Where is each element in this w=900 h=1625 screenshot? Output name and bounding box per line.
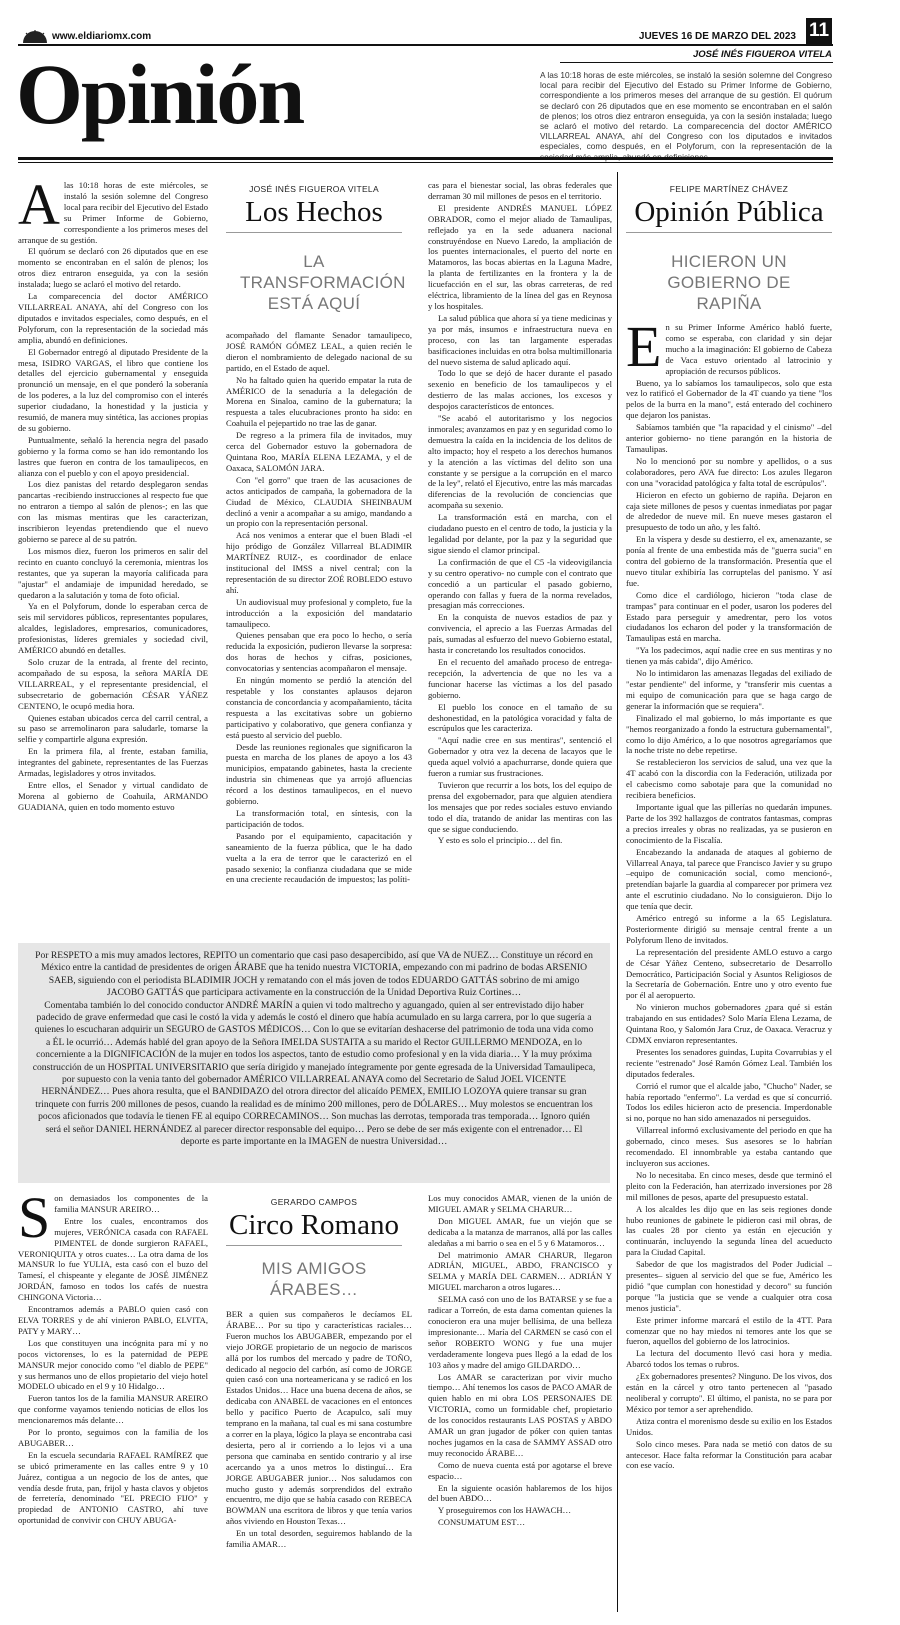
paragraph: Solo cruzar de la entrada, al frente del recinto, acompañado de su esposa, la señora MARÍA DE VILLARREAL, y el representante presidencial, el subsecretario de gobernación CÉSAR YÁÑEZ CENTENO, le ocupó media hora. bbox=[18, 656, 208, 711]
paragraph: Corrió el rumor que el alcalde jabo, "Chucho" Nader, se había reportado "enfermo". La verdad es que sí concurrió. Todos los ediles hicieron acto de presencia. Imperdonable si no, porque no han sido amenazados ni perseguidos. bbox=[626, 1080, 832, 1124]
paragraph: Acá nos venimos a enterar que el buen Bladi -el hijo pródigo de González Villarreal BLADIMIR MARTÍNEZ RUIZ-, es coordinador de enlace institucional del IMSS a nivel central; con la representación de su director ZOÉ ROBLEDO estuvo ahí. bbox=[226, 530, 412, 595]
paragraph: En ningún momento se perdió la atención del respetable y los constantes aplausos dejaron constancia de concordancia y acompañamiento, tácita respuesta a las excitativas sobre un gobierno participativo y colaborativo, que genera confianza y está puesto al servicio del pueblo. bbox=[226, 675, 412, 740]
circo-romano-section bbox=[18, 1193, 610, 1613]
paragraph: Como de nueva cuenta está por agotarse el breve espacio… bbox=[428, 1459, 612, 1481]
paragraph: Puntualmente, señaló la herencia negra del pasado gobierno y la forma como se han ido remontando los lastres que fueron en contra de los tamaulipecos, en alianza con el pueblo y con el apoyo presidencial. bbox=[18, 434, 208, 478]
paragraph: Fueron tantos los de la familia MANSUR AREIRO que conforme vayamos teniendo noticias de ellos los mencionaremos más delante… bbox=[18, 1393, 208, 1426]
website-url[interactable]: www.eldiariomx.com bbox=[52, 31, 152, 42]
paragraph: El Gobernador entregó al diputado Presidente de la mesa, ISIDRO VARGAS, el libro que contiene los detalles del ejercicio gubernamental y enseguida pronunció un mensaje, en el que ponderó la soberanía de los poderes, a la luz del compromiso con el interés superior ciudadano, la honestidad y la justicia y resumió, de manera muy sintética, las acciones propias de su gobierno. bbox=[18, 346, 208, 433]
paragraph: Todo lo que se dejó de hacer durante el pasado sexenio en beneficio de los tamaulipecos y el destierro de las malas acciones, los excesos y despojos característicos de entonces. bbox=[428, 368, 612, 412]
paragraph: No lo mencionó por su nombre y apellidos, o a sus colaboradores, pero AVA fue directo: Los azules llegaron con una "voracidad patológica y falta total de escrúpulos". bbox=[626, 455, 832, 488]
paragraph: La transformación está en marcha, con el ciudadano puesto en el centro de todo, la justicia y la legalidad por delante, por la paz y la seguridad que sigue siendo el clamor principal. bbox=[428, 512, 612, 555]
paragraph: acompañado del flamante Senador tamaulipeco, JOSÉ RAMÓN GÓMEZ LEAL, a quien recién le dieron el nombramiento de delegado nacional de su partido, en el Estado de aquel. bbox=[226, 330, 412, 373]
header-bottom-rule-thin bbox=[18, 162, 833, 163]
paragraph: Villarreal informó exclusivamente del periodo en que ha gobernado, cinco meses. Sus asesores se lo habrían recomendado. El innombrable ya estaba cantando que incluyeron sus acciones. bbox=[626, 1125, 832, 1168]
opinion-publica-column-name: Opinión Pública bbox=[634, 196, 824, 228]
paragraph: BER a quien sus compañeros le decíamos EL ÁRABE… Por su tipo y características raciales… Fueron muchos los ABUGABER, empezando por el viejo JORGE propietario de un negocio de mariscos allá por los rumbos del mercado y padre de TOÑO, dedicado al negocio del carbón, así como de JORGE quien casó con una norteamericana y se radicó en los Estados Unidos… Hace una buena decena de años, se dedicaba con ANABEL de vacaciones en el entonces bello y pacífico Puerto de Acapulco, salí muy temprano en la mañana, tal cual es mi sana costumbre a correr en la playa, lógico la playa se encontraba casi desierta, pero al ir corriendo a lo lejos vi a una persona que caminaba en sentido contrario y al irse acercando ya a unos metros lo distinguí… Era JORGE ABUGABER junior… Nos saludamos con mucho gusto y además sorprendidos del extraño encuentro, me dijo que se había casado con REBECA BOWMAN una escritora de libros y que tenía varios años viviendo en Houston Texas… bbox=[226, 1309, 412, 1527]
paragraph: ¿Ex gobernadores presentes? Ninguno. De los vivos, dos están en la cárcel y otro tanto pertenecen al "pasado neoliberal y corrupto". El último, el panista, no se para por México por temor a ser aprehendido. bbox=[626, 1371, 832, 1414]
paragraph: Solo cinco meses. Para nada se metió con datos de su antecesor. Hace falta reformar la Constitución para acabar con ese vacío. bbox=[626, 1438, 832, 1471]
paragraph: Se restablecieron los servicios de salud, una vez que la 4T acabó con la discordia con la Federación, utilizada por el cabecismo como sabotaje para que la comunidad no recibiera beneficios. bbox=[626, 757, 832, 801]
author-tag-rule bbox=[560, 62, 833, 63]
circo-romano-dropcap: S bbox=[18, 1193, 51, 1250]
paragraph: "Aquí nadie cree en sus mentiras", sentenció el Gobernador y otra vez la decena de lacayos que le queda aquel volvió a apachurrarse, donde quiera que fueron a rumiar sus frustraciones. bbox=[428, 735, 612, 779]
paragraph: Este primer informe marcará el estilo de la 4TT. Para comenzar que no hay miedos ni temores ante los que se fueron, aquellos del gobierno de los latrocinios. bbox=[626, 1314, 832, 1347]
los-hechos-author: JOSÉ INÉS FIGUEROA VITELA bbox=[249, 184, 379, 194]
paragraph: Y proseguiremos con los HAWACH… bbox=[438, 1505, 572, 1516]
paragraph: Bueno, ya lo sabíamos los tamaulipecos, solo que esta vez lo ratificó el Gobernador de la 4T cuando ya tiene "los pelos de la burra en la mano", está enterado del cochinero que dejaron los panistas. bbox=[626, 377, 832, 421]
paragraph: Los muy conocidos AMAR, vienen de la unión de MIGUEL AMAR y SELMA CHARUR… bbox=[428, 1193, 612, 1214]
paragraph: Desde las reuniones regionales que significaron la puesta en marcha de los planes de apoyo a los 43 municipios, empatando gabinetes, hasta la creciente industria sin chimeneas que ya arrojó afluencias récord a los destinos tamaulipecos, en el nuevo gobierno. bbox=[226, 741, 412, 807]
paragraph: De regreso a la primera fila de invitados, muy cerca del Gobernador estuvo la gobernadora de Quintana Roo, MARÍA ELENA LEZAMA, y el de Oaxaca, SALOMÓN JARA. bbox=[226, 430, 412, 473]
circo-romano-col2 bbox=[226, 1309, 412, 1613]
paragraph: Ya en el Polyforum, donde lo esperaban cerca de seis mil servidores públicos, representantes populares, alcaldes, legisladores, empresarios, comunicadores, profesionistas, líderes gremiales y sociedad civil, AMÉRICO abundó en detalles. bbox=[18, 601, 208, 656]
paragraph: En un total desorden, seguiremos hablando de la familia AMAR… bbox=[226, 1528, 412, 1550]
paragraph: La lectura del documento llevó casi hora y media. Abarcó todos los temas o rubros. bbox=[626, 1348, 832, 1370]
issue-date: JUEVES 16 DE MARZO DEL 2023 bbox=[638, 31, 796, 42]
paragraph: El presidente ANDRÉS MANUEL LÓPEZ OBRADOR, como el mejor aliado de Tamaulipas, reflejado ya en la sede aduanera nacional construyéndose en Nuevo Laredo, la ampliación de los puentes internacionales, el puerto del norte en Matamoros, las bocas abiertas en la Laguna Madre, la planta de fertilizantes en la frontera y la de licuefacción en el sur, las obras carreteras, de red eléctrica, libramiento de la línea del gas en Reynosa y los hospitales. bbox=[428, 202, 612, 311]
paragraph: No lo necesitaba. En cinco meses, desde que terminó el pleito con la Federación, han aterrizado inversiones por 28 mil millones de pesos, aparte del presupuesto estatal. bbox=[626, 1169, 832, 1202]
paragraph: Atiza contra el morenismo desde su exilio en los Estados Unidos. bbox=[626, 1415, 832, 1437]
paragraph: La representación del presidente AMLO estuvo a cargo de César Yáñez Centeno, subsecretario de Desarrollo Democrático, Participación Social y Asuntos Religiosos de la Secretaría de Gobernación. Entre uno y otro evento fue por él al aeropuerto. bbox=[626, 946, 832, 1001]
paragraph: Hicieron en efecto un gobierno de rapiña. Dejaron en caja siete millones de pesos y cuentas inmediatas por pagar de alrededor de nueve mil. En nueve meses gastaron el presupuesto de todo un año, y les faltó. bbox=[626, 489, 832, 533]
paragraph: El quórum se declaró con 26 diputados que en ese momento se encontraban en el salón de plenos; los otros diez entraron enseguida, ya con la sesión instalada; luego se aclaró el motivo del retardo. bbox=[18, 246, 208, 290]
paragraph: Como dice el cardiólogo, hicieron "toda clase de trampas" para continuar en el poder, usaron los poderes del Estado para perseguir y amedrentar, pero los votos ciudadanos los echaron del poder y la transformación de Tamaulipas está en marcha. bbox=[626, 589, 832, 644]
paragraph: La confirmación de que el C5 -la videovigilancia y su centro operativo- no cumple con el contrato que concedió a un particular el pasado gobierno, operando con fallas y fuera de la norma revelados, presagian más correcciones. bbox=[428, 556, 612, 611]
los-hechos-col3 bbox=[428, 180, 612, 940]
paragraph: Con "el gorro" que traen de las acusaciones de actos anticipados de campaña, la gobernadora de la Ciudad de México, CLAUDIA SHEINBAUM declinó a venir a acompañar a su amigo, mandando a un propio con la representación personal. bbox=[226, 474, 412, 529]
opinion-publica-lead-paragraph bbox=[626, 322, 832, 377]
paragraph: Entre ellos, el Senador y virtual candidato de Morena al gobierno de Coahuila, ARMANDO GUADIANA, quien en todo momento estuvo bbox=[18, 779, 208, 812]
notice-box bbox=[18, 943, 610, 1183]
paragraph: A los alcaldes les dijo que en las seis regiones donde hubo reuniones de gabinete le pidieron casi mil obras, de las cuales 28 por ciento ya están en ejecución y continuarán, incluyendo la segunda línea del acueducto para la Ciudad Capital. bbox=[626, 1203, 832, 1258]
paragraph: "Se acabó el autoritarismo y los negocios inmorales; avanzamos en paz y en seguridad como lo demuestra la caída en la incidencia de los delitos de alto impacto; hoy el respeto a los derechos humanos y la atención a las víctimas del delito son una constante y se persigue a la corrupción en el marco de la ley", relató el Ejecutivo, entre las más marcadas diferencias de la revolución de conciencias que acompaña su sexenio. bbox=[428, 413, 612, 511]
section-title: Opinión bbox=[16, 46, 304, 142]
los-hechos-lead-paragraph bbox=[18, 180, 208, 245]
notice-paragraph: Por RESPETO a mis muy amados lectores, REPITO un comentario que casi paso desapercibido, así que VA de NUEZ… Constituye un récord en México entre la cantidad de presidentes de origen ÁRABE que ha tenido nuestra VICTORIA, empezando con mi padrino de bodas ARSENIO SAEB, siguiendo con el periodista BLADIMIR JOCH y rematando con el más joven de todos EDUARDO GATTÁS sobrino de mi amigo JACOBO GATTÁS que participara activamente en la construcción de la Unidad Deportiva Ruiz Cortines… bbox=[35, 950, 593, 999]
paragraph: Quienes pensaban que era poco lo hecho, o sería reducida la exposición, pudieron llevarse la sorpresa: dos horas de hechos y cifras, posiciones, convocatorias y sentencias acompañaron el mensaje. bbox=[226, 630, 412, 674]
divider bbox=[626, 232, 832, 233]
paragraph: Pasando por el equipamiento, capacitación y saneamiento de la fuerza pública, que le ha dado vuelta a la era de terror que le caracterizó en el pasado sexenio; la confianza ciudadana que se mide en una creciente recaudación de impuestos; las políti- bbox=[226, 830, 412, 885]
circo-romano-col3 bbox=[428, 1193, 612, 1613]
paragraph: En la víspera y desde su destierro, el ex, amenazante, se ponía al frente de una embestida más de "guerra sucia" en contra del gobierno de la transformación. Presentía que el nuevo titular exhibiría las corruptelas del panismo. Y así fue. bbox=[626, 534, 832, 588]
paragraph: No vinieron muchos gobernadores ¿para qué si están trabajando en sus entidades? Solo María Elena Lezama, de Quintana Roo, y Salomón Jara Cruz, de Oaxaca. Veracruz y CDMX enviaron representantes. bbox=[626, 1002, 832, 1045]
paragraph: Encabezando la andanada de ataques al gobierno de Villarreal Anaya, tal parece que Francisco Javier y su grupo –equipo de comunicación social, como mencionó-, pretendían bajarle la guardia al comparecer por primera vez ante el escrutinio ciudadano. No lo consiguieron. Dijo lo que tenía que decir. bbox=[626, 846, 832, 912]
paragraph: En la conquista de nuevos estadios de paz y convivencia, el aprecio a las Fuerzas Armadas del país, sumadas al esfuerzo del nuevo Gobierno estatal, hasta ir concretando los resultados conocidos. bbox=[428, 612, 612, 656]
los-hechos-header bbox=[226, 184, 406, 314]
notice-paragraph: Comentaba también lo del conocido conductor ANDRÉ MARÍN a quien vi todo maltrecho y aguangado, quien al ser entrevistado dijo haber padecido de grave enfermedad que casi le costó la vida y además le costó el dinero que había acumulado en su larga carrera, por lo que sugería a quienes lo escucharan adquirir un SEGURO de GASTOS MÉDICOS… Con lo que se evitarían deshacerse del patrimonio de toda una vida como a ÉL le ocurrió… Además hablé del gran apoyo de la Señora IMELDA SUSTAITA a su marido el Rector GUILLERMO MENDOZA, en lo concerniente a la DIGNIFICACIÓN de la mujer en todos los aspectos, tanto de estudio como profesional y en la vida diaria… Y la muy próxima construcción de un HOSPITAL UNIVERSITARIO que sería dirigido y manejado íntegramente por gente egresada de la Universidad Tamaulipeca, por supuesto con la venia tanto del gobernador AMÉRICO VILLARREAL ANAYA como del Secretario de Salud JOEL VICENTE HERNÁNDEZ… Pues ahora resulta, que el BANDIDAZO del otrora director del alicaído PEMEX, EMILIO LOZOYA quiere transar su gran trinquete con furris 200 millones de pesos, cuando la realidad es de mínimo 200 millones, pero de DÓLARES… Muy molestos se encuentran los pocos aficionados que todavía le tienen FE al equipo CORRECAMINOS… Son muchas las derrotas, temporada tras temporada… Ignoro quién será el señor DANIEL HERNÁNDEZ al parecer director responsable del equipo… Pero se debe de ser más exigente con el entrenador… El deporte es parte importante en la IMAGEN de nuestra Universidad… bbox=[32, 999, 596, 1148]
paragraph: Encontramos además a PABLO quien casó con ELVA TORRES y de ahí vinieron PABLO, ELVITA, PATY y MARY… bbox=[18, 1304, 208, 1336]
paragraph: cas para el bienestar social, las obras federales que derraman 30 mil millones de pesos en el territorio. bbox=[428, 180, 612, 201]
los-hechos-column-name: Los Hechos bbox=[245, 196, 383, 228]
circo-romano-header bbox=[226, 1197, 402, 1300]
circo-romano-subtitle: MIS AMIGOS ÁRABES… bbox=[261, 1259, 367, 1299]
paragraph: Por lo pronto, seguimos con la familia de los ABUGABER… bbox=[18, 1427, 208, 1448]
sun-icon bbox=[22, 30, 48, 44]
page-number: 11 bbox=[806, 18, 832, 44]
paragraph: Un audiovisual muy profesional y completo, fue la introducción a la exposición del mandatario tamaulipeco. bbox=[226, 596, 412, 629]
header-bottom-rule bbox=[18, 157, 833, 160]
los-hechos-dropcap: A bbox=[18, 180, 60, 237]
author-tag: JOSÉ INÉS FIGUEROA VITELA bbox=[692, 49, 832, 60]
paragraph: El pueblo los conoce en el tamaño de su deshonestidad, en la patológica voracidad y falta de escrúpulos que les caracteriza. bbox=[428, 701, 612, 734]
paragraph: La salud pública que ahora sí ya tiene medicinas y ya por más, insumos e infraestructura nueva en proceso, con las tan largamente esperadas basificaciones incluidas en otra bolsa multimillonaria del nuevo sistema de salud aplicado aquí. bbox=[428, 312, 612, 367]
opinion-publica-subtitle: HICIERON UN GOBIERNO DE RAPIÑA bbox=[667, 252, 791, 313]
circo-romano-col1 bbox=[18, 1193, 208, 1613]
paragraph: En la primera fila, al frente, estaban familia, integrantes del gabinete, representantes de las Fuerzas Armadas, legisladores y otros invitados. bbox=[18, 746, 208, 779]
los-hechos-col1 bbox=[18, 180, 208, 940]
divider bbox=[226, 1245, 402, 1246]
masthead-logo bbox=[22, 30, 48, 44]
circo-romano-lead-paragraph bbox=[18, 1193, 208, 1250]
paragraph: La transformación total, en síntesis, con la participación de todos. bbox=[226, 807, 412, 829]
column-divider bbox=[617, 172, 618, 1612]
opinion-publica-author: FELIPE MARTÍNEZ CHÁVEZ bbox=[669, 184, 789, 194]
paragraph: Sabedor de que los magistrados del Poder Judicial –presentes– siguen al servicio del que se fue, Américo les pidió "que cumplan con honestidad y decoro" su función porque "la justicia que se vende a cualquier otra cosa menos justicia". bbox=[626, 1259, 832, 1313]
paragraph: La comparecencia del doctor AMÉRICO VILLARREAL ANAYA, ahí del Congreso con los diputados e invitados especiales, como después, en el Polyforum, con la representación de la sociedad más amplia, abundó en definiciones. bbox=[18, 291, 208, 345]
paragraph: En la siguiente ocasión hablaremos de los hijos del buen ABDO… bbox=[428, 1482, 612, 1504]
paragraph: Tuvieron que recurrir a los bots, los del equipo de prensa del exgobernador, para que alguien atendiera los mensajes que por redes sociales estuvo enviando todo el día, tratando de anidar las mentiras con las que se sigue conduciendo. bbox=[428, 779, 612, 834]
circo-romano-column-name: Circo Romano bbox=[229, 1209, 399, 1241]
paragraph: Del matrimonio AMAR CHARUR, llegaron ADRIÁN, MIGUEL, ABDO, FRANCISCO y SELMA y MARÍA DEL CARMEN… ADRIÁN Y MIGUEL marcharon a otros lugares… bbox=[428, 1249, 612, 1293]
opinion-publica-lead: n su Primer Informe Américo habló fuerte, como se esperaba, con claridad y sin dejar mucho a la imaginación: El gobierno de Cabeza de Vaca estuvo orientado al latrocinio y apropiación de recursos públicos. bbox=[665, 322, 832, 376]
divider bbox=[226, 232, 402, 233]
paragraph: Presentes los senadores guindas, Lupita Covarrubias y el reciente "estrenado" José Ramón Gómez Leal. También los diputados federales. bbox=[626, 1046, 832, 1079]
paragraph: Los AMAR se caracterizan por vivir mucho tiempo… Ahí tenemos los casos de PACO AMAR de quien hablo en mi obra LOS PERSONAJES DE VICTORIA, como un formidable chef, propietario de los conocidos restaurants LAS POSTAS y ABDO AMAR un gran jugador de póker con quien tantas noches jugamos en la casa de SAMMY ASSAD otro muy reconocido ÁRABE… bbox=[428, 1371, 612, 1458]
los-hechos-subtitle: LA TRANSFORMACIÓN ESTÁ AQUÍ bbox=[240, 252, 406, 313]
opinion-publica-body bbox=[626, 322, 832, 1612]
circo-romano-author: GERARDO CAMPOS bbox=[270, 1197, 358, 1207]
circo-romano-lead: on demasiados los componentes de la familia MANSUR AREIRO… bbox=[54, 1193, 208, 1214]
paragraph: Don MIGUEL AMAR, fue un viejón que se dedicaba a la matanza de marranos, allá por las calles aledañas a mi barrio o sea en el 5 y 6 Matamoros… bbox=[428, 1215, 612, 1248]
paragraph: Américo entregó su informe a la 65 Legislatura. Posteriormente dirigió su mensaje central frente a un Polyforum lleno de invitados. bbox=[626, 913, 832, 945]
paragraph: Entre los cuales, encontramos dos mujeres, VERÓNICA casada con RAFAEL PIMENTEL de donde surgieron RAFAEL, VERONIQUITA y otros cuates… La otra dama de los MANSUR lo fue YULIA, esta casó con el buzo del Tamesí, el chispeante y elegante de JOSÉ JIMÉNEZ JORDÁN, famoso en todos los cafés de nuestra CHINGONA Victoria… bbox=[18, 1215, 208, 1303]
paragraph: SELMA casó con uno de los BATARSE y se fue a radicar a Torreón, de esta dama comentan quienes la conocieron era una mujer bellísima, de una belleza impresionante… María del CARMEN se casó con el señor ROBERTO WONG y fue una mujer verdaderamente longeva pues llegó a la edad de los 103 años y madre del amigo GILDARDO… bbox=[428, 1294, 612, 1370]
paragraph: No lo intimidaron las amenazas llegadas del exiliado de "estar pendiente" del informe, y "transferir mis cuentas a mi equipo de comunicación para que se haga cargo de generar la información que se requiera". bbox=[626, 668, 832, 711]
los-hechos-col2 bbox=[226, 330, 412, 930]
paragraph: Finalizado el mal gobierno, lo más importante es que "hemos reorganizado a fondo la estructura gubernamental", como lo dijo Américo, a lo que nosotros agregaríamos que la noche triste no debe repetirse. bbox=[626, 712, 832, 756]
paragraph: Importante igual que las pillerías no quedarán impunes. Parte de los 392 hallazgos de contratos fantasmas, compras a precios irreales y obras no realizadas, ya se pusieron en conocimiento de la Fiscalía. bbox=[626, 801, 832, 845]
header-summary: A las 10:18 horas de este miércoles, se instaló la sesión solemne del Congreso local para recibir del Ejecutivo del Estado su Primer Informe de Gobierno, correspondiente a los primeros meses del arranque de su gestión. El quórum se declaró con 26 diputados que en ese momento se encontraban en el salón de plenos; los otros diez entraron enseguida, ya con la sesión instalada; luego se aclaró el motivo del retardo. La comparecencia del doctor AMÉRICO VILLARREAL ANAYA, ahí del Congreso con los diputados e invitados especiales, como después, en el Polyforum, con la representación de la bbox=[540, 70, 832, 152]
paragraph: CONSUMATUM EST… bbox=[438, 1517, 526, 1528]
paragraph: Y esto es solo el principio… del fin. bbox=[438, 835, 563, 846]
paragraph: Quienes estaban ubicados cerca del carril central, a su paso se arremolinaron para saludarle, tomarse la selfie y compartirle alguna expresión. bbox=[18, 712, 208, 745]
paragraph: En el recuento del amañado proceso de entrega-recepción, la advertencia de que no les va a funcionar hacerse las víctimas a los del pasado gobierno. bbox=[428, 656, 612, 700]
paragraph: No ha faltado quien ha querido empatar la ruta de AMÉRICO de la senaduría a la delegación de Morena en Sinaloa, camino de la gubernatura; la respuesta a tales elucubraciones pronto ha sido: en Coahuila el pejepartido no trae las de ganar. bbox=[226, 374, 412, 429]
los-hechos-lead: las 10:18 horas de este miércoles, se instaló la sesión solemne del Congreso local para recibir del Ejecutivo del Estado su Primer Informe de Gobierno, correspondiente a los primeros meses del arranque de su gestión. bbox=[18, 180, 208, 245]
opinion-publica-dropcap: E bbox=[626, 322, 662, 379]
opinion-publica-header bbox=[626, 184, 832, 314]
paragraph: Los que constituyen una incógnita para mí y no pocos victorenses, lo es la paternidad de PEPE MANSUR mejor conocido como "el diablo de PEPE" y sus hermanos uno de ellos propietario del viejo hotel MODELO ubicado en el 9 y 10 Hidalgo… bbox=[18, 1337, 208, 1392]
paragraph: Sabíamos también que "la rapacidad y el cinismo" –del anterior gobierno- no tiene parangón en la historia de Tamaulipas. bbox=[626, 422, 832, 454]
los-hechos-section bbox=[18, 172, 610, 932]
paragraph: Los diez panistas del retardo desplegaron sendas pancartas -recibiendo instrucciones al respecto fue que no entraron a tiempo al salón de plenos-; en las que con las mismas mentiras que les caracterizan, inscribieron leyendas pretendiendo que el nuevo gobierno se parece al de su patrón. bbox=[18, 479, 208, 544]
paragraph: "Ya los padecimos, aquí nadie cree en sus mentiras y no tienen ya más cabida", dijo Américo. bbox=[626, 645, 832, 667]
paragraph: En la escuela secundaria RAFAEL RAMÍREZ que se ubicó primeramente en las calles entre 9 y 10 Juárez, contigua a un negocio de los de antes, que vendía desde fruta, pan, frijol y hasta clavos y objetos de ferretería, denominado "EL PRECIO FIJO" y propiedad de ANTONIO CASTRO, ahí tuve oportunidad de convivir con CHUY ABUGA- bbox=[18, 1449, 208, 1526]
paragraph: Los mismos diez, fueron los primeros en salir del recinto en cuanto concluyó la ceremonia, mientras los restantes, que ya superan la mayoría calificada para "ajustar" el andamiaje de impunidad heredado, se quedaron a la salutación y toma de foto oficial. bbox=[18, 545, 208, 600]
